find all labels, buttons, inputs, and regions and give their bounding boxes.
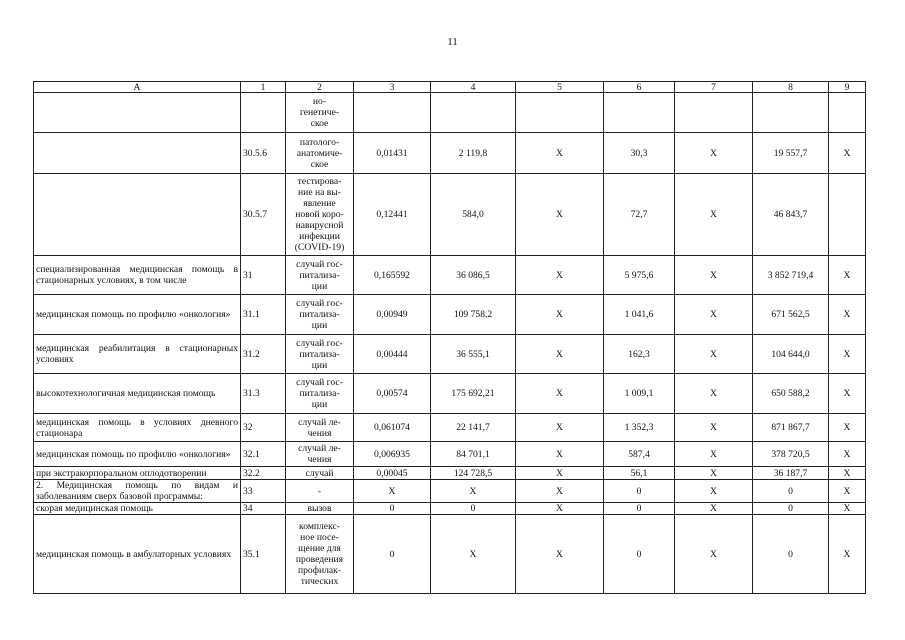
data-table bbox=[33, 81, 866, 594]
value-c5: X bbox=[516, 295, 604, 335]
unit-line: случай гос- bbox=[296, 258, 343, 270]
unit-line: профилак- bbox=[298, 565, 341, 576]
header-cell-6: 6 bbox=[604, 82, 675, 93]
value-c4: 584,0 bbox=[431, 174, 516, 256]
value-c4: X bbox=[431, 515, 516, 594]
unit-line: комплекс- bbox=[299, 521, 340, 532]
value-c6: 1 009,1 bbox=[604, 374, 675, 414]
row-description: медицинская помощь по профилю «онкология» bbox=[34, 442, 241, 467]
value-c9: X bbox=[829, 374, 866, 414]
value-c4: 36 086,5 bbox=[431, 256, 516, 295]
row-unit bbox=[286, 503, 354, 515]
table-row bbox=[34, 503, 866, 515]
table-row bbox=[34, 93, 866, 133]
row-description: медицинская реабилитация в стационарных условиях bbox=[34, 335, 241, 374]
value-c8: 871 867,7 bbox=[753, 414, 829, 442]
table-header-row bbox=[34, 82, 866, 93]
unit-line: ции bbox=[311, 399, 328, 410]
header-cell-1: 1 bbox=[241, 82, 286, 93]
row-unit bbox=[286, 442, 354, 467]
value-c4: 36 555,1 bbox=[431, 335, 516, 374]
value-c4: 175 692,21 bbox=[431, 374, 516, 414]
row-description: медицинская помощь по профилю «онкология» bbox=[34, 295, 241, 335]
unit-line: питализа- bbox=[299, 348, 340, 360]
value-c7: X bbox=[675, 174, 753, 256]
table-row bbox=[34, 335, 866, 374]
value-c8: 19 557,7 bbox=[753, 133, 829, 174]
unit-line: ное посе- bbox=[300, 532, 339, 543]
unit-line: чения bbox=[307, 454, 332, 465]
unit-line: случай гос- bbox=[296, 298, 343, 309]
value-c9: X bbox=[829, 503, 866, 515]
header-cell-0: А bbox=[34, 82, 241, 93]
value-c7: X bbox=[675, 480, 753, 503]
value-c6: 30,3 bbox=[604, 133, 675, 174]
value-c3: 0,00574 bbox=[354, 374, 431, 414]
value-c6: 162,3 bbox=[604, 335, 675, 374]
value-c9: X bbox=[829, 295, 866, 335]
value-c9: X bbox=[829, 414, 866, 442]
row-description bbox=[34, 133, 241, 174]
value-c3: 0 bbox=[354, 515, 431, 594]
value-c4: 22 141,7 bbox=[431, 414, 516, 442]
value-c6: 587,4 bbox=[604, 442, 675, 467]
table-row bbox=[34, 467, 866, 480]
unit-line: - bbox=[317, 485, 322, 497]
value-c3: 0,006935 bbox=[354, 442, 431, 467]
value-c7: X bbox=[675, 256, 753, 295]
value-c9: X bbox=[829, 467, 866, 480]
header-cell-3: 3 bbox=[354, 82, 431, 93]
value-c4: 124 728,5 bbox=[431, 467, 516, 480]
row-unit bbox=[286, 467, 354, 480]
value-c4: X bbox=[431, 480, 516, 503]
value-c5: X bbox=[516, 256, 604, 295]
row-code: 31.3 bbox=[241, 374, 286, 414]
row-description: высокотехнологичная медицинская помощь bbox=[34, 374, 241, 414]
value-c3 bbox=[354, 93, 431, 133]
row-code: 35.1 bbox=[241, 515, 286, 594]
unit-line: ское bbox=[310, 158, 329, 170]
value-c3: 0,165592 bbox=[354, 256, 431, 295]
value-c4: 0 bbox=[431, 503, 516, 515]
table-row bbox=[34, 414, 866, 442]
row-code: 33 bbox=[241, 480, 286, 503]
table-row bbox=[34, 174, 866, 256]
value-c5: X bbox=[516, 174, 604, 256]
row-code: 31 bbox=[241, 256, 286, 295]
value-c4 bbox=[431, 93, 516, 133]
unit-line: анатомиче- bbox=[296, 147, 343, 159]
value-c6: 0 bbox=[604, 480, 675, 503]
value-c9 bbox=[829, 174, 866, 256]
value-c6: 72,7 bbox=[604, 174, 675, 256]
value-c8: 378 720,5 bbox=[753, 442, 829, 467]
value-c5: X bbox=[516, 515, 604, 594]
header-cell-8: 8 bbox=[753, 82, 829, 93]
unit-line: проведения bbox=[295, 554, 344, 565]
unit-line: ние на вы- bbox=[298, 187, 341, 198]
value-c9: X bbox=[829, 133, 866, 174]
value-c5: X bbox=[516, 414, 604, 442]
row-unit bbox=[286, 335, 354, 374]
table-row bbox=[34, 442, 866, 467]
value-c7: X bbox=[675, 414, 753, 442]
value-c5: X bbox=[516, 503, 604, 515]
value-c7 bbox=[675, 93, 753, 133]
value-c9: X bbox=[829, 335, 866, 374]
value-c7: X bbox=[675, 335, 753, 374]
value-c3: X bbox=[354, 480, 431, 503]
row-description: специализированная медицинская помощь в стационарных условиях, в том числе bbox=[34, 256, 241, 295]
row-unit bbox=[286, 414, 354, 442]
table-row bbox=[34, 515, 866, 594]
value-c6: 5 975,6 bbox=[604, 256, 675, 295]
value-c6: 0 bbox=[604, 515, 675, 594]
unit-line: чения bbox=[307, 427, 332, 439]
unit-line: новой коро- bbox=[295, 209, 344, 220]
value-c4: 84 701,1 bbox=[431, 442, 516, 467]
value-c6 bbox=[604, 93, 675, 133]
row-description: при экстракорпоральном оплодотворении bbox=[34, 467, 241, 480]
row-description: медицинская помощь в амбулаторных условиях bbox=[34, 515, 241, 594]
value-c5: X bbox=[516, 442, 604, 467]
value-c5: X bbox=[516, 374, 604, 414]
row-unit bbox=[286, 256, 354, 295]
row-code: 30.5.7 bbox=[241, 174, 286, 256]
row-code: 32.2 bbox=[241, 467, 286, 480]
value-c9: X bbox=[829, 515, 866, 594]
unit-line: ское bbox=[310, 118, 329, 129]
row-code: 32 bbox=[241, 414, 286, 442]
row-unit bbox=[286, 480, 354, 503]
header-cell-5: 5 bbox=[516, 82, 604, 93]
value-c8: 650 588,2 bbox=[753, 374, 829, 414]
value-c7: X bbox=[675, 442, 753, 467]
unit-line: питализа- bbox=[299, 388, 340, 399]
row-code: 32.1 bbox=[241, 442, 286, 467]
table-row bbox=[34, 133, 866, 174]
value-c9 bbox=[829, 93, 866, 133]
value-c5: X bbox=[516, 133, 604, 174]
value-c8: 104 644,0 bbox=[753, 335, 829, 374]
value-c7: X bbox=[675, 133, 753, 174]
value-c6: 1 041,6 bbox=[604, 295, 675, 335]
unit-line: патолого- bbox=[299, 136, 340, 148]
value-c3: 0 bbox=[354, 503, 431, 515]
row-code: 31.1 bbox=[241, 295, 286, 335]
value-c8: 671 562,5 bbox=[753, 295, 829, 335]
table-row bbox=[34, 374, 866, 414]
value-c6: 0 bbox=[604, 503, 675, 515]
unit-line: случай гос- bbox=[296, 377, 343, 388]
row-unit bbox=[286, 374, 354, 414]
value-c3: 0,00444 bbox=[354, 335, 431, 374]
unit-line: ции bbox=[311, 280, 328, 292]
unit-line: (COVID-19) bbox=[294, 242, 345, 253]
table-body bbox=[34, 82, 866, 594]
row-unit bbox=[286, 295, 354, 335]
page-number: 11 bbox=[447, 36, 458, 48]
row-unit bbox=[286, 93, 354, 133]
unit-line: случай ле- bbox=[298, 416, 341, 428]
value-c9: X bbox=[829, 442, 866, 467]
value-c6: 56,1 bbox=[604, 467, 675, 480]
unit-line: случай гос- bbox=[296, 337, 343, 349]
value-c8: 0 bbox=[753, 515, 829, 594]
unit-line: питализа- bbox=[299, 309, 340, 320]
value-c4: 109 758,2 bbox=[431, 295, 516, 335]
row-code: 34 bbox=[241, 503, 286, 515]
row-code: 30.5.6 bbox=[241, 133, 286, 174]
value-c8: 36 187,7 bbox=[753, 467, 829, 480]
unit-line: случай bbox=[305, 467, 334, 479]
row-code: 31.2 bbox=[241, 335, 286, 374]
table-row bbox=[34, 256, 866, 295]
value-c3: 0,00045 bbox=[354, 467, 431, 480]
unit-line: питализа- bbox=[299, 269, 340, 281]
value-c5: X bbox=[516, 480, 604, 503]
unit-line: тестирова- bbox=[297, 176, 342, 187]
value-c7: X bbox=[675, 295, 753, 335]
value-c7: X bbox=[675, 374, 753, 414]
unit-line: щение для bbox=[298, 543, 341, 554]
value-c8 bbox=[753, 93, 829, 133]
value-c6: 1 352,3 bbox=[604, 414, 675, 442]
row-unit bbox=[286, 515, 354, 594]
row-description bbox=[34, 93, 241, 133]
header-cell-4: 4 bbox=[431, 82, 516, 93]
value-c3: 0,01431 bbox=[354, 133, 431, 174]
value-c9: X bbox=[829, 480, 866, 503]
value-c5: X bbox=[516, 467, 604, 480]
value-c5 bbox=[516, 93, 604, 133]
unit-line: ции bbox=[311, 320, 328, 331]
unit-line: тических bbox=[300, 576, 339, 587]
row-code bbox=[241, 93, 286, 133]
value-c3: 0,00949 bbox=[354, 295, 431, 335]
value-c9: X bbox=[829, 256, 866, 295]
row-unit bbox=[286, 133, 354, 174]
row-description: скорая медицинская помощь bbox=[34, 503, 241, 515]
header-cell-2: 2 bbox=[286, 82, 354, 93]
value-c8: 0 bbox=[753, 480, 829, 503]
row-description bbox=[34, 174, 241, 256]
row-description: 2. Медицинская помощь по видам и заболеваниям сверх базовой программы: bbox=[34, 480, 241, 503]
value-c5: X bbox=[516, 335, 604, 374]
unit-line: инфекции bbox=[299, 231, 340, 242]
value-c8: 3 852 719,4 bbox=[753, 256, 829, 295]
row-description: медицинская помощь в условиях дневного стационара bbox=[34, 414, 241, 442]
value-c7: X bbox=[675, 467, 753, 480]
unit-line: навирусной bbox=[295, 220, 344, 231]
value-c3: 0,12441 bbox=[354, 174, 431, 256]
row-unit bbox=[286, 174, 354, 256]
table-row bbox=[34, 480, 866, 503]
header-cell-7: 7 bbox=[675, 82, 753, 93]
unit-line: явление bbox=[303, 198, 336, 209]
value-c7: X bbox=[675, 515, 753, 594]
unit-line: ции bbox=[311, 359, 328, 371]
value-c8: 0 bbox=[753, 503, 829, 515]
value-c8: 46 843,7 bbox=[753, 174, 829, 256]
table-row bbox=[34, 295, 866, 335]
value-c7: X bbox=[675, 503, 753, 515]
unit-line: случай ле- bbox=[298, 443, 341, 454]
unit-line: но- bbox=[312, 96, 327, 107]
value-c4: 2 119,8 bbox=[431, 133, 516, 174]
unit-line: генетиче- bbox=[299, 107, 340, 118]
unit-line: вызов bbox=[307, 503, 332, 514]
value-c3: 0,061074 bbox=[354, 414, 431, 442]
header-cell-9: 9 bbox=[829, 82, 866, 93]
